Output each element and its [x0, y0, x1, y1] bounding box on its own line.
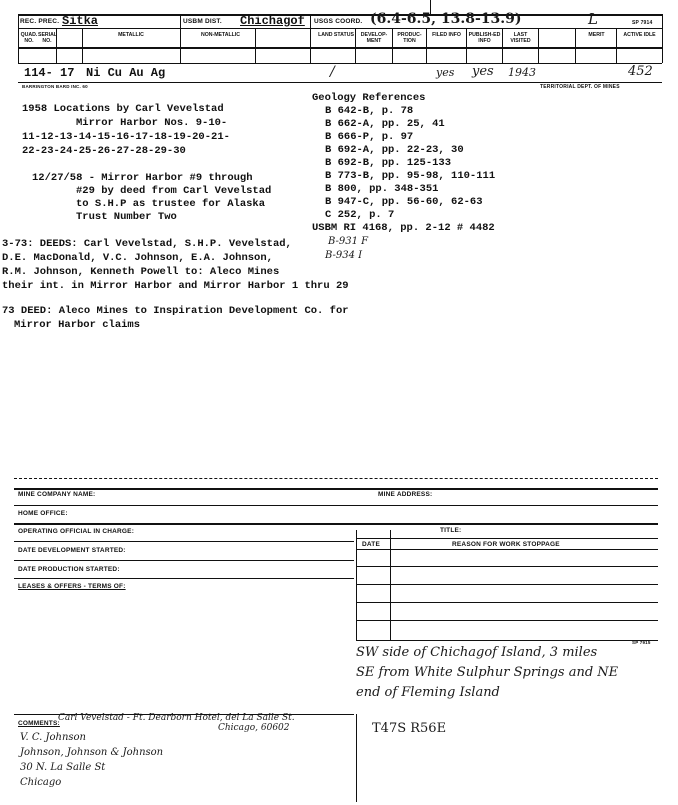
col-last-visited: LAST VISITED: [510, 32, 531, 44]
reason-label: REASON FOR WORK STOPPAGE: [452, 541, 560, 548]
deeds-1973-line: D.E. MacDonald, V.C. Johnson, E.A. Johnson,: [2, 252, 273, 264]
geology-ref: B 666-P, p. 97: [325, 131, 414, 143]
col-serial-no: SERIAL NO.: [38, 32, 58, 44]
col-published-info: PUBLISH-ED INFO: [468, 32, 501, 44]
filed-info-value: yes: [436, 66, 455, 79]
date-label: DATE: [362, 541, 381, 548]
comment-line: 30 N. La Salle St: [20, 762, 106, 773]
comment-line: Chicago: [20, 777, 62, 788]
geology-ref: B 692-B, pp. 125-133: [325, 157, 452, 169]
last-visited-value: 1943: [508, 66, 536, 79]
geology-ref: B 947-C, pp. 56-60, 62-63: [325, 196, 483, 208]
deeds-1973-line: 3-73: DEEDS: Carl Vevelstad, S.H.P. Vevelstad,: [2, 238, 292, 250]
handwritten-ref: B-934 I: [325, 250, 363, 261]
col-metallic: METALLIC: [118, 32, 144, 38]
col-land-status: LAND STATUS: [318, 32, 354, 38]
location-line: end of Fleming Island: [356, 685, 500, 700]
leases-label: LEASES & OFFERS - TERMS OF:: [18, 583, 126, 590]
operating-official-label: OPERATING OFFICIAL IN CHARGE:: [18, 528, 135, 535]
deed-1958-line: Trust Number Two: [76, 211, 177, 223]
land-status-mark: /: [330, 64, 335, 80]
township-range: T47S R56E: [372, 721, 447, 736]
comment-line: Johnson, Johnson & Johnson: [20, 747, 164, 758]
mine-company-name-label: MINE COMPANY NAME:: [18, 491, 96, 498]
col-production: PRODUC-TION: [397, 32, 422, 44]
deed-1958-line: #29 by deed from Carl Vevelstad: [76, 185, 272, 197]
active-idle-value: 452: [628, 64, 653, 79]
deed-73-line: 73 DEED: Aleco Mines to Inspiration Development Co. for: [2, 305, 349, 317]
geology-ref: B 692-A, pp. 22-23, 30: [325, 144, 464, 156]
geology-ref: B 662-A, pp. 25, 41: [325, 118, 445, 130]
usbm-dist-value: Chichagof: [240, 14, 305, 28]
deed-1958-line: 12/27/58 - Mirror Harbor #9 through: [32, 172, 253, 184]
top-right-mark: L: [588, 10, 598, 28]
locations-line: 22-23-24-25-26-27-28-29-30: [22, 145, 186, 157]
col-development: DEVELOP-MENT: [360, 32, 388, 44]
col-active-idle: ACTIVE IDLE: [623, 32, 656, 38]
rec-prec-label: REC. PREC.: [20, 18, 60, 25]
deed-1958-line: to S.H.P as trustee for Alaska: [76, 198, 266, 210]
geology-ref: B 773-B, pp. 95-98, 110-111: [325, 170, 496, 182]
mine-address-label: MINE ADDRESS:: [378, 491, 433, 498]
geology-ref: B 642-B, p. 78: [325, 105, 414, 117]
col-nonmetallic: NON-METALLIC: [200, 32, 241, 38]
locations-line: Mirror Harbor Nos. 9-10-: [76, 117, 228, 129]
published-info-value: yes: [472, 64, 494, 79]
col-quad-no: QUAD. NO.: [20, 32, 38, 44]
form-number: SP 7914: [632, 20, 653, 26]
home-office-label: HOME OFFICE:: [18, 510, 68, 517]
quad-serial-value: 114- 17: [24, 66, 75, 80]
col-filed-info: FILED INFO: [432, 32, 461, 38]
deeds-1973-line: their int. in Mirror Harbor and Mirror Harbor 1 thru 29: [2, 280, 349, 292]
handwritten-ref: B-931 F: [328, 236, 369, 247]
usgs-coord-label: USGS COORD.: [314, 18, 363, 25]
geology-heading: Geology References: [312, 92, 426, 104]
usgs-coord-value: (6.4-6.5, 13.8-13.9): [370, 11, 522, 27]
locations-line: 11-12-13-14-15-16-17-18-19-20-21-: [22, 131, 230, 143]
date-dev-started-label: DATE DEVELOPMENT STARTED:: [18, 547, 126, 554]
col-merit: MERIT: [588, 32, 605, 38]
rec-prec-value: Sitka: [62, 14, 99, 28]
geology-ref: USBM RI 4168, pp. 2-12 # 4482: [312, 222, 495, 234]
location-line: SW side of Chichagof Island, 3 miles: [356, 645, 598, 660]
comment-line: V. C. Johnson: [20, 732, 86, 743]
comments-label: COMMENTS:: [18, 720, 60, 727]
usbm-dist-label: USBM DIST.: [183, 18, 222, 25]
deed-73-line: Mirror Harbor claims: [14, 319, 141, 331]
form-number-small: SP 7915: [632, 640, 651, 645]
deeds-1973-line: R.M. Johnson, Kenneth Powell to: Aleco Mines: [2, 266, 280, 278]
locations-line: 1958 Locations by Carl Vevelstad: [22, 103, 224, 115]
printer-note: BARRINGTON BARD INC. 60: [22, 84, 88, 89]
location-line: SE from White Sulphur Springs and NE: [356, 665, 619, 680]
metallic-value: Ni Cu Au Ag: [86, 66, 166, 80]
comment-line: Chicago, 60602: [218, 723, 290, 733]
geology-ref: B 800, pp. 348-351: [325, 183, 439, 195]
comment-line: Carl Vevelstad - Ft. Dearborn Hotel, del La Salle St.: [58, 713, 295, 723]
territorial-note: TERRITORIAL DEPT. OF MINES: [540, 84, 620, 90]
geology-ref: C 252, p. 7: [325, 209, 395, 221]
title-label: TITLE:: [440, 527, 462, 534]
date-prod-started-label: DATE PRODUCTION STARTED:: [18, 566, 120, 573]
